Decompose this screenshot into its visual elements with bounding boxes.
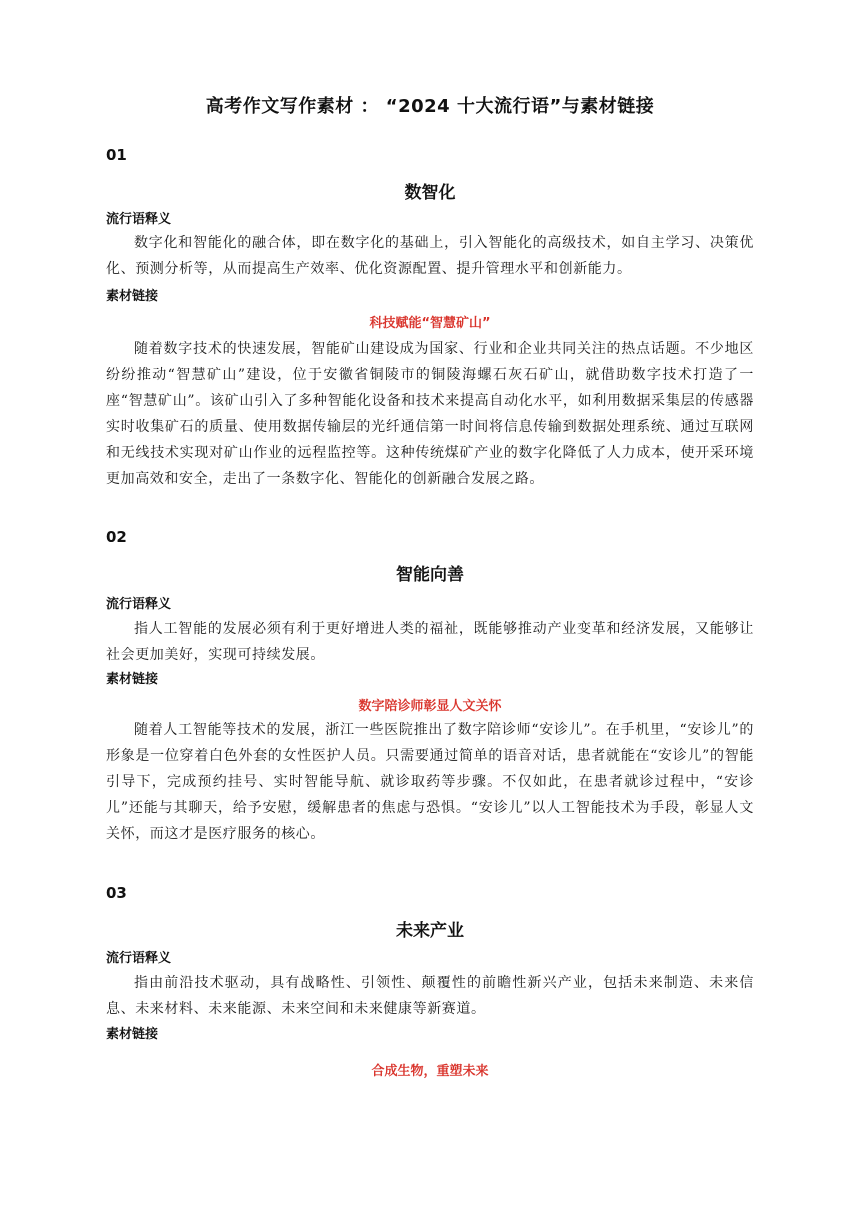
meaning-label: 流行语释义 <box>106 951 172 966</box>
material-text: 随着数字技术的快速发展，智能矿山建设成为国家、行业和企业共同关注的热点话题。不少地区纷纷推动“智慧矿山”建设，位于安徽省铜陵市的铜陵海螺石灰石矿山，就借助数字技术打造了一座“智慧矿山”。该矿山引入了多种智能化设备和技术来提高自动化水平，如利用数据采集层的传感器实时收集矿石的质量、使用数据传输层的光纤通信第一时间将信息传输到数据处理系统、通过互联网和无线技术实现对矿山作业的远程监控等。这种传统煤矿产业的数字化降低了人力成本，使开采环境更加高效和安全，走出了一条数字化、智能化的创新融合发展之路。 <box>106 341 754 487</box>
meaning-label: 流行语释义 <box>106 212 172 227</box>
section-term: 数智化 <box>404 183 456 203</box>
section-term: 智能向善 <box>396 565 464 585</box>
material-label: 素材链接 <box>106 1027 159 1042</box>
meaning-text: 指由前沿技术驱动，具有战略性、引领性、颠覆性的前瞻性新兴产业，包括未来制造、未来信息、未来材料、未来能源、未来空间和未来健康等新赛道。 <box>106 975 754 1017</box>
section-number: 01 <box>106 146 127 164</box>
meaning-text: 数字化和智能化的融合体，即在数字化的基础上，引入智能化的高级技术，如自主学习、决策优化、预测分析等，从而提高生产效率、优化资源配置、提升管理水平和创新能力。 <box>106 235 754 277</box>
section-number: 03 <box>106 884 127 902</box>
material-title: 合成生物，重塑未来 <box>371 1064 489 1079</box>
material-text: 随着人工智能等技术的发展，浙江一些医院推出了数字陪诊师“安诊儿”。在手机里，“安诊儿”的形象是一位穿着白色外套的女性医护人员。只需要通过简单的语音对话，患者就能在“安诊儿”的智能引导下，完成预约挂号、实时智能导航、就诊取药等步骤。不仅如此，在患者就诊过程中，“安诊儿”还能与其聊天，给予安慰，缓解患者的焦虑与恐惧。“安诊儿”以人工智能技术为手段，彰显人文关怀，而这才是医疗服务的核心。 <box>106 722 754 842</box>
material-title: 数字陪诊师彰显人文关怀 <box>358 699 502 714</box>
document-title: 高考作文写作素材 ： “2024 十大流行语”与素材链接 <box>205 96 655 117</box>
material-label: 素材链接 <box>106 289 159 304</box>
section-number: 02 <box>106 528 127 546</box>
material-label: 素材链接 <box>106 672 159 687</box>
section-term: 未来产业 <box>396 921 464 941</box>
material-title: 科技赋能“智慧矿山” <box>369 316 491 331</box>
meaning-text: 指人工智能的发展必须有利于更好增进人类的福祉，既能够推动产业变革和经济发展，又能够让社会更加美好，实现可持续发展。 <box>106 621 754 663</box>
meaning-label: 流行语释义 <box>106 597 172 612</box>
